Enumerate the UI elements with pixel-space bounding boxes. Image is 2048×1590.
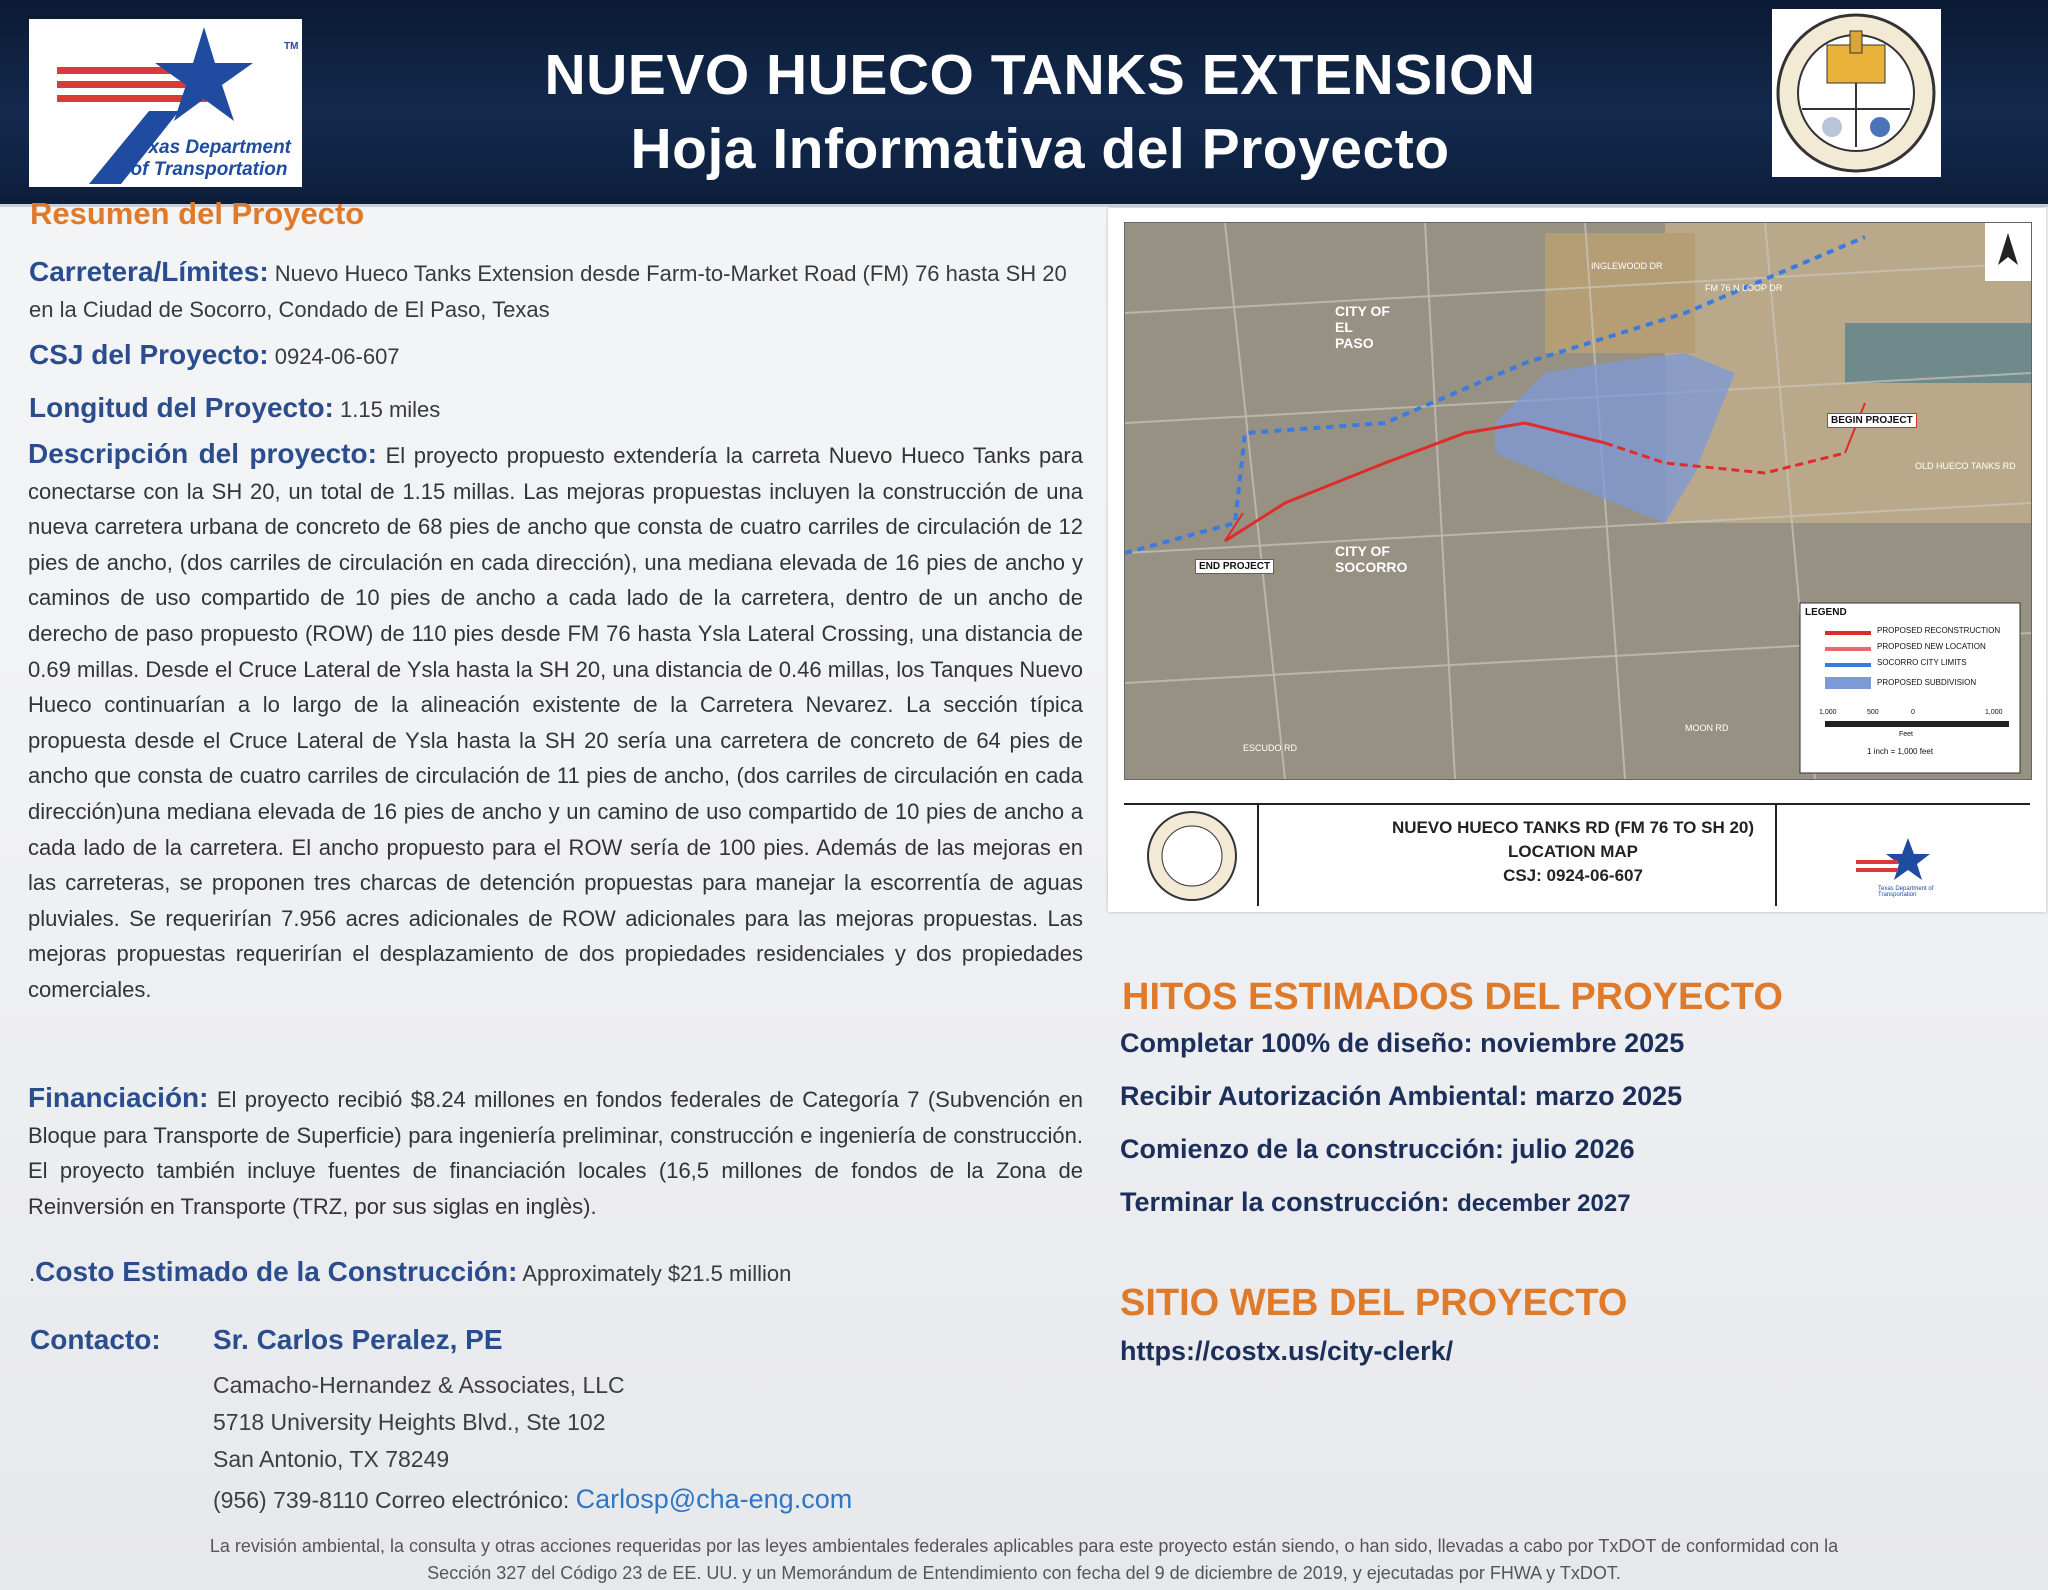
- txdot-logo-text: Texas Department of Transportation: [126, 137, 292, 180]
- page-title: NUEVO HUECO TANKS EXTENSION: [544, 43, 1536, 107]
- map-label-begin-project: BEGIN PROJECT: [1827, 413, 1917, 428]
- road-value: Nuevo Hueco Tanks Extension desde Farm-to-Market Road (FM) 76 hasta SH 20 en la Ciudad de Socorro, Condado de El Paso, Texas: [29, 261, 1067, 322]
- city-of-socorro-seal: [1772, 9, 1941, 177]
- titleblock-line1: NUEVO HUECO TANKS RD (FM 76 TO SH 20): [1391, 818, 1755, 837]
- titleblock-line3: CSJ: 0924-06-607: [1503, 866, 1643, 885]
- project-description: [28, 436, 1083, 1008]
- map-label-fm76: FM 76 N LOOP DR: [1705, 283, 1783, 293]
- titleblock-text: [1323, 816, 1823, 888]
- scale-tick-1: 1,000: [1819, 709, 1837, 716]
- environmental-disclaimer: [40, 1533, 2008, 1587]
- csj-value: 0924-06-607: [274, 344, 400, 369]
- page-subtitle: Hoja Informativa del Proyecto: [630, 117, 1450, 181]
- titleblock-line2: LOCATION MAP: [1507, 842, 1638, 861]
- scale-tick-3: 0: [1911, 709, 1915, 716]
- txdot-logo: [29, 19, 302, 187]
- disclaimer-line2: Sección 327 del Código 23 de EE. UU. y un Memorándum de Entendimiento con fecha del 9 de diciembre de 2019, y ejecutadas por FHWA y TxDOT.: [427, 1563, 1621, 1583]
- trademark-mark: TM: [284, 41, 299, 52]
- road-limits: [29, 254, 1084, 328]
- csj: [29, 337, 1084, 375]
- scale-unit: Feet: [1899, 731, 1914, 738]
- funding: [28, 1080, 1083, 1224]
- cost-prefix: .: [29, 1261, 36, 1286]
- project-length: [29, 390, 1084, 428]
- construction-cost: [29, 1254, 1084, 1292]
- titleblock-txdot-star-icon: [1886, 838, 1930, 880]
- map-titleblock: [1108, 798, 2046, 912]
- legend-item-subdivision: PROPOSED SUBDIVISION: [1877, 678, 1977, 687]
- scale-tick-2: 500: [1867, 709, 1879, 716]
- map-graphic: [1125, 223, 2031, 779]
- contact-name: Sr. Carlos Peralez, PE: [213, 1324, 503, 1355]
- csj-label: CSJ del Proyecto:: [29, 339, 269, 370]
- contact-address1: 5718 University Heights Blvd., Ste 102: [213, 1409, 606, 1435]
- map-label-old-hueco: OLD HUECO TANKS RD: [1915, 461, 2016, 471]
- milestone-end-value: december 2027: [1457, 1190, 1631, 1217]
- map-label-escudo: ESCUDO RD: [1243, 743, 1298, 753]
- description-label: Descripción del proyecto:: [28, 438, 377, 469]
- contact-label: Contacto:: [30, 1324, 161, 1355]
- milestone-construction-end: [1120, 1187, 1631, 1218]
- scale-tick-4: 1,000: [1985, 709, 2003, 716]
- road-label: Carretera/Límites:: [29, 256, 269, 287]
- titleblock-txdot-text: Texas Department of Transportation: [1878, 886, 1934, 898]
- website-title: SITIO WEB DEL PROYECTO: [1120, 1282, 1628, 1324]
- legend-title: LEGEND: [1805, 607, 1847, 618]
- description-value: El proyecto propuesto extendería la carreta Nuevo Hueco Tanks para conectarse con la SH 20, un total de 1.15 millas. Las mejoras propuestas incluyen la construcción de una nueva carretera urbana de concreto de 68 pies de ancho que consta de cuatro carriles de circulación de 12 pies de ancho, (dos carriles de circulación en cada dirección), una mediana elevada de 16 pies de ancho y caminos de uso compartido de 10 pies de ancho a cada lado de la carretera, dentro de un ancho de derecho de paso propuesto (ROW) de 110 pies desde FM 76 hasta Ysla Lateral Crossing, una distancia de 0.69 millas. Desde el Cruce Lateral de Ysla hasta la SH 20, una distancia de 0.46 millas, los Tanques Nuevo Hueco continuarían a lo largo de la alineación existente de la Carretera Nevarez. La sección típica propuesta desde el Cruce Lateral de Ysla hasta la SH 20 sería una carretera de concreto de 64 pies de ancho que consta de cuatro carriles de circulación de 11 pies de ancho, (dos carriles de circulación en cada dirección)una mediana elevada de 16 pies de ancho y un camino de uso compartido de 10 pies de ancho a cada lado de la carretera. El ancho propuesto para el ROW sería de 100 pies. Además de las mejoras en las carreteras, se proponen tres charcas de detención propuestas para manejar la escorrentía de aguas pluviales. Se requerirían 7.956 acres adicionales de ROW adicionales para las mejoras propuestas. Las mejoras propuestas requerirían el desplazamiento de dos propiedades residenciales y dos propiedades comerciales.: [28, 443, 1083, 1002]
- milestone-design: Completar 100% de diseño: noviembre 2025: [1120, 1028, 1685, 1058]
- aerial-map: [1124, 222, 2032, 780]
- milestone-environmental: Recibir Autorización Ambiental: marzo 2025: [1120, 1081, 1683, 1111]
- legend-item-city-limits: SOCORRO CITY LIMITS: [1877, 658, 1967, 667]
- legend-item-new-location: PROPOSED NEW LOCATION: [1877, 642, 1986, 651]
- map-label-moon: MOON RD: [1685, 723, 1729, 733]
- disclaimer-line1: La revisión ambiental, la consulta y otras acciones requeridas por las leyes ambientales federales aplicables para este proyecto están siendo, o han sido, llevadas a cabo por TxDOT de conformidad con la: [209, 1536, 1839, 1556]
- website-link[interactable]: https://costx.us/city-clerk/: [1120, 1336, 1454, 1366]
- cost-label: Costo Estimado de la Construcción:: [35, 1256, 518, 1287]
- milestone-end-label: Terminar la construcción:: [1120, 1187, 1450, 1217]
- map-label-inglewood: INGLEWOOD DR: [1591, 261, 1663, 271]
- milestones-title: HITOS ESTIMADOS DEL PROYECTO: [1122, 976, 1783, 1018]
- contact-phone: (956) 739-8110: [213, 1487, 369, 1513]
- funding-label: Financiación:: [28, 1082, 209, 1113]
- length-label: Longitud del Proyecto:: [29, 392, 334, 423]
- email-label: Correo electrónico:: [374, 1487, 570, 1513]
- header-banner: [0, 0, 2048, 207]
- milestone-construction-start: Comienzo de la construcción: julio 2026: [1120, 1134, 1635, 1164]
- cost-value: Approximately $21.5 million: [522, 1261, 792, 1286]
- contact-company: Camacho-Hernandez & Associates, LLC: [213, 1372, 625, 1398]
- socorro-seal-icon: [1772, 9, 1941, 177]
- length-value: 1.15 miles: [340, 397, 441, 422]
- map-label-end-project: END PROJECT: [1195, 559, 1274, 574]
- map-label-el-paso: CITY OF EL PASO: [1335, 303, 1390, 351]
- location-map: [1108, 208, 2046, 912]
- map-label-socorro: CITY OF SOCORRO: [1335, 543, 1408, 575]
- scale-note: 1 inch = 1,000 feet: [1867, 747, 1934, 756]
- contact-address2: San Antonio, TX 78249: [213, 1446, 450, 1472]
- legend-item-reconstruction: PROPOSED RECONSTRUCTION: [1877, 626, 2001, 635]
- summary-heading: Resumen del Proyecto: [30, 196, 365, 231]
- contact-phone-email: [213, 1484, 852, 1515]
- funding-value: El proyecto recibió $8.24 millones en fondos federales de Categoría 7 (Subvención en Bloque para Transporte de Superficie) para ingeniería preliminar, construcción e ingeniería de construcción. El proyecto también incluye fuentes de financiación locales (16,5 millones de fondos de la Zona de Reinversión en Transporte (TRZ, por sus siglas en inglès).: [28, 1087, 1083, 1219]
- email-link[interactable]: Carlosp@cha-eng.com: [575, 1484, 853, 1514]
